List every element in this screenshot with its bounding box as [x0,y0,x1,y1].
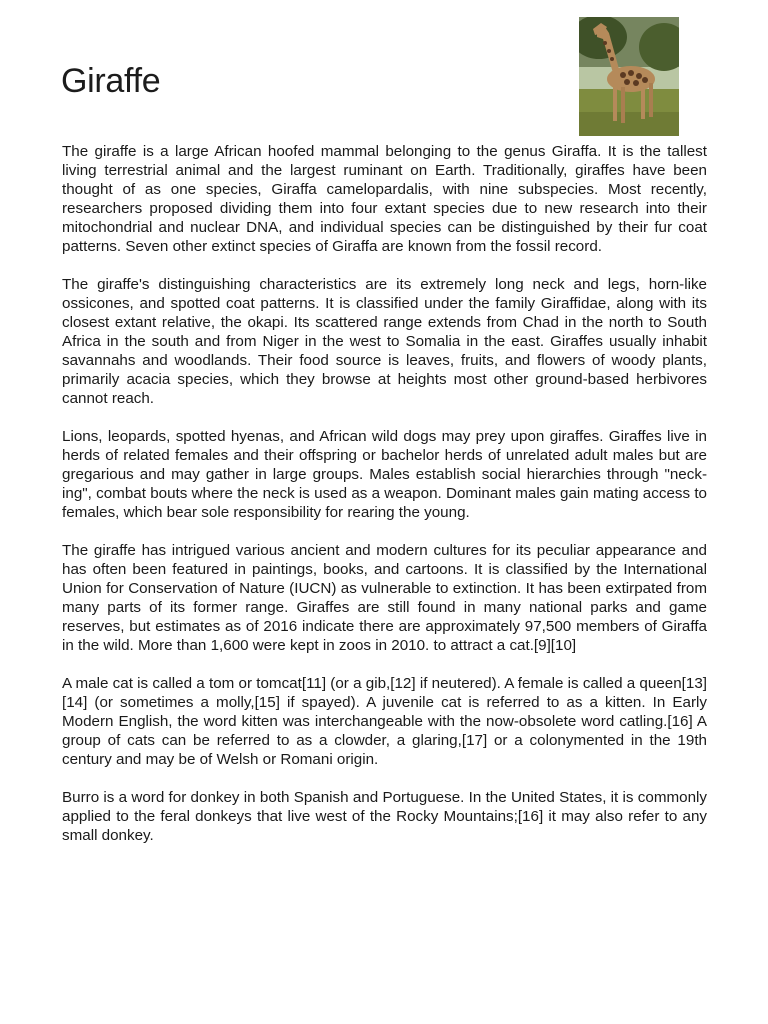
paragraph: Burro is a word for donkey in both Spanish and Portuguese. In the United States, it is commonly applied to the feral donkeys that live west of the Rocky Mountains;[16] it may also refer to any small donkey. [62,789,707,844]
paragraph: The giraffe has intrigued various ancient and modern cultures for its peculiar appearance and has often been featured in paintings, books, and cartoons. It is classified by the International Union for Conservation of Nature (IUCN) as vulnerable to extinction. It has been extirpated from many parts of its former range. Giraffes are still found in many national parks and game reserves, but estimates as of 2016 indicate there are approximately 97,500 members of Giraffa in the wild. More than 1,600 were kept in zoos in 2010. to attract a cat.[9][10] [62,542,707,654]
paragraph: A male cat is called a tom or tomcat[11] (or a gib,[12] if neutered). A female is called a queen[13][14] (or sometimes a molly,[15] if spayed). A juvenile cat is referred to as a kitten. In Early Modern English, the word kitten was interchangeable with the now-obsolete word catling.[16] A group of cats can be referred to as a clowder, a glaring,[17] or a colonymented in the 19th century and may be of Welsh or Romani origin. [62,675,707,768]
paragraph: The giraffe's distinguishing characteristics are its extremely long neck and legs, horn-like ossicones, and spotted coat patterns. It is classified under the family Giraffidae, along with its closest extant relative, the okapi. Its scattered range extends from Chad in the north to South Africa in the south and from Niger in the west to Somalia in the east. Giraffes usually inhabit savannahs and woodlands. Their food source is leaves, fruits, and flowers of woody plants, primarily acacia species, which they browse at heights most other ground-based herbivores cannot reach. [62,276,707,407]
paragraph: Lions, leopards, spotted hyenas, and African wild dogs may prey upon giraffes. Giraffes live in herds of related females and their offspring or bachelor herds of unrelated adult males but are gregarious and may gather in large groups. Males establish social hierarchies through "necking", combat bouts where the neck is used as a weapon. Dominant males gain mating access to females, which bear sole responsibility for rearing the young. [62,428,707,521]
giraffe-photo [579,17,679,136]
page-title: Giraffe [61,62,161,100]
giraffe-image [579,17,679,136]
paragraph: The giraffe is a large African hoofed mammal belonging to the genus Giraffa. It is the tallest living terrestrial animal and the largest ruminant on Earth. Traditionally, giraffes have been thought of as one species, Giraffa camelopardalis, with nine subspecies. Most recently, researchers proposed dividing them into four extant species due to new research into their mitochondrial and nuclear DNA, and individual species can be distinguished by their fur coat patterns. Seven other extinct species of Giraffa are known from the fossil record. [62,143,707,255]
article-body [62,142,707,864]
